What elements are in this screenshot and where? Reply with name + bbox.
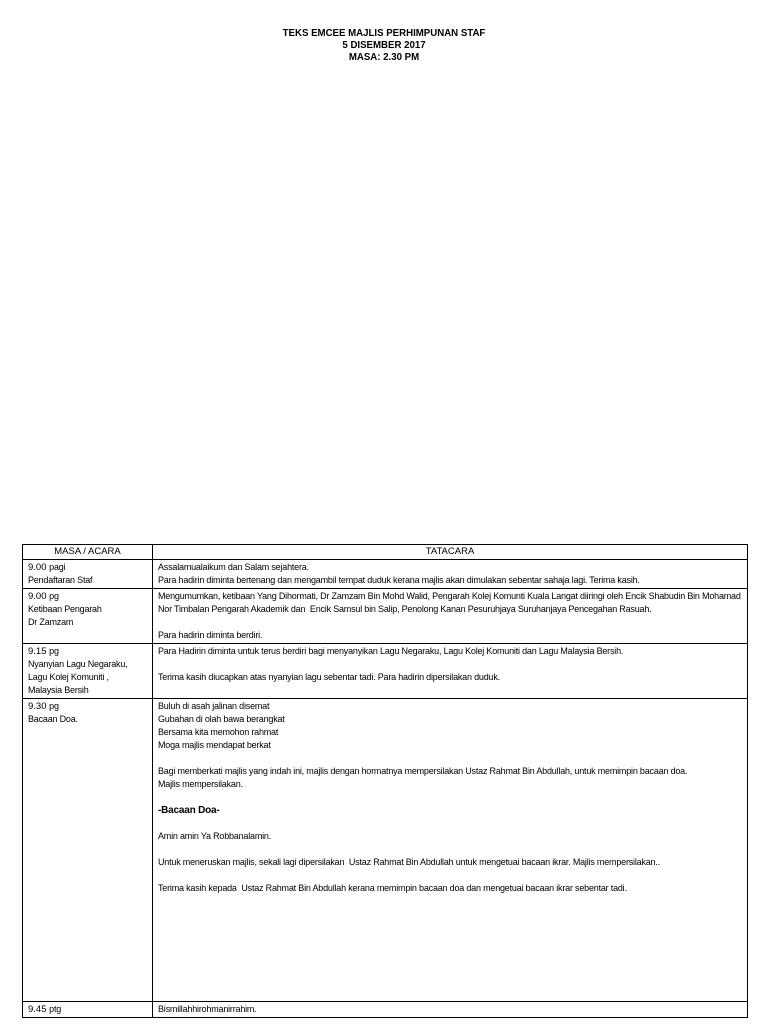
table-row [23, 560, 748, 589]
script-line: Moga majlis mendapat berkat [158, 740, 271, 750]
table-header-row [23, 545, 748, 560]
event-name: Lagu Kolej Komuniti , [28, 672, 109, 682]
paragraph-gap [158, 843, 742, 856]
script-line: Para hadirin diminta bertenang dan mengambil tempat duduk kerana majlis akan dimulakan sebentar sahaja lagi. Terima kasih. [158, 575, 640, 585]
event-name: Nyanyian Lagu Negaraku, [28, 659, 128, 669]
col-header-tatacara: TATACARA [153, 545, 748, 560]
time-label [28, 645, 147, 658]
time-label [28, 700, 147, 713]
script-line: Terima kasih kepada Ustaz Rahmat Bin Abdullah kerana memimpin bacaan doa dan mengetuai bacaan ikrar sebentar tadi. [158, 883, 627, 893]
masa-acara-cell [23, 589, 153, 644]
masa-acara-cell [23, 1002, 153, 1018]
paragraph-gap [158, 817, 742, 830]
tatacara-cell [153, 699, 748, 1002]
table-row [23, 1002, 748, 1018]
script-line: Assalamualaikum dan Salam sejahtera. [158, 562, 309, 572]
event-name: Bacaan Doa. [28, 714, 78, 724]
event-name: Pendaftaran Staf [28, 575, 93, 585]
tatacara-cell [153, 1002, 748, 1018]
paragraph-gap [158, 869, 742, 882]
table-row [23, 589, 748, 644]
section-heading: -Bacaan Doa- [158, 805, 220, 816]
tatacara-cell [153, 644, 748, 699]
time-value: 9.30 [28, 701, 47, 712]
schedule-rows [23, 560, 748, 1018]
event-name: Dr Zamzam [28, 617, 74, 627]
script-line: Mengumumkan, ketibaan Yang Dihormati, Dr Zamzam Bin Mohd Walid, Pengarah Kolej Komunti Kuala Langat diiringi oleh Encik Shabudin Bin Mohamad Nor Timbalan Pengarah Akademik dan Encik Samsul bin Salip, Penolong Kanan Pesuruhjaya Suruhanjaya Pencegahan Rasuah. [158, 591, 743, 614]
time-value: 9.15 [28, 646, 47, 657]
table-row [23, 644, 748, 699]
time-value: 9.45 [28, 1004, 47, 1015]
time-value: 9.00 [28, 562, 47, 573]
tatacara-cell [153, 560, 748, 589]
script-line: Bersama kita memohon rahmat [158, 727, 279, 737]
script-line: Untuk meneruskan majlis, sekali lagi dipersilakan Ustaz Rahmat Bin Abdullah untuk mengetuai bacaan ikrar. Majlis mempersilakan.. [158, 857, 660, 867]
script-line: Bismillahhirohmanirrahim. [158, 1004, 257, 1014]
event-name: Malaysia Bersih [28, 685, 89, 695]
paragraph-gap [158, 616, 742, 629]
time-unit: pg [49, 591, 59, 601]
script-line: Buluh di asah jalinan disemat [158, 701, 270, 711]
time-value: 9.00 [28, 591, 47, 602]
masa-acara-cell [23, 699, 153, 1002]
col-header-masa-acara: MASA / ACARA [23, 545, 153, 560]
time-unit: pg [49, 646, 59, 656]
tatacara-cell [153, 589, 748, 644]
paragraph-gap [158, 791, 742, 804]
script-line: Para hadirin diminta berdiri. [158, 630, 263, 640]
script-line: Amin amin Ya Robbanalamin. [158, 831, 272, 841]
time-label [28, 590, 147, 603]
event-name: Ketibaan Pengarah [28, 604, 102, 614]
script-line: Terima kasih diucapkan atas nyanyian lagu sebentar tadi. Para hadirin dipersilakan duduk. [158, 672, 500, 682]
time-unit: pagi [49, 562, 66, 572]
paragraph-gap [158, 658, 742, 671]
paragraph-gap [158, 752, 742, 765]
time-unit: pg [49, 701, 59, 711]
time-label [28, 1003, 147, 1016]
table-row [23, 699, 748, 1002]
document-time: MASA: 2.30 PM [348, 51, 420, 63]
time-label [28, 561, 147, 574]
script-line: Gubahan di olah bawa berangkat [158, 714, 285, 724]
document-header [31, 27, 738, 63]
time-unit: ptg [49, 1004, 62, 1014]
script-line: Bagi memberkati majlis yang indah ini, majlis dengan hormatnya mempersilakan Ustaz Rahmat Bin Abdullah, untuk memimpin bacaan doa. [158, 766, 688, 776]
document-title: TEKS EMCEE MAJLIS PERHIMPUNAN STAF [282, 27, 486, 39]
script-line: Para Hadirin diminta untuk terus berdiri bagi menyanyikan Lagu Negaraku, Lagu Kolej Komuniti dan Lagu Malaysia Bersih. [158, 646, 624, 656]
schedule-table [22, 544, 748, 1018]
masa-acara-cell [23, 560, 153, 589]
script-line: Majlis mempersilakan. [158, 779, 243, 789]
document-date: 5 DISEMBER 2017 [342, 39, 426, 51]
masa-acara-cell [23, 644, 153, 699]
